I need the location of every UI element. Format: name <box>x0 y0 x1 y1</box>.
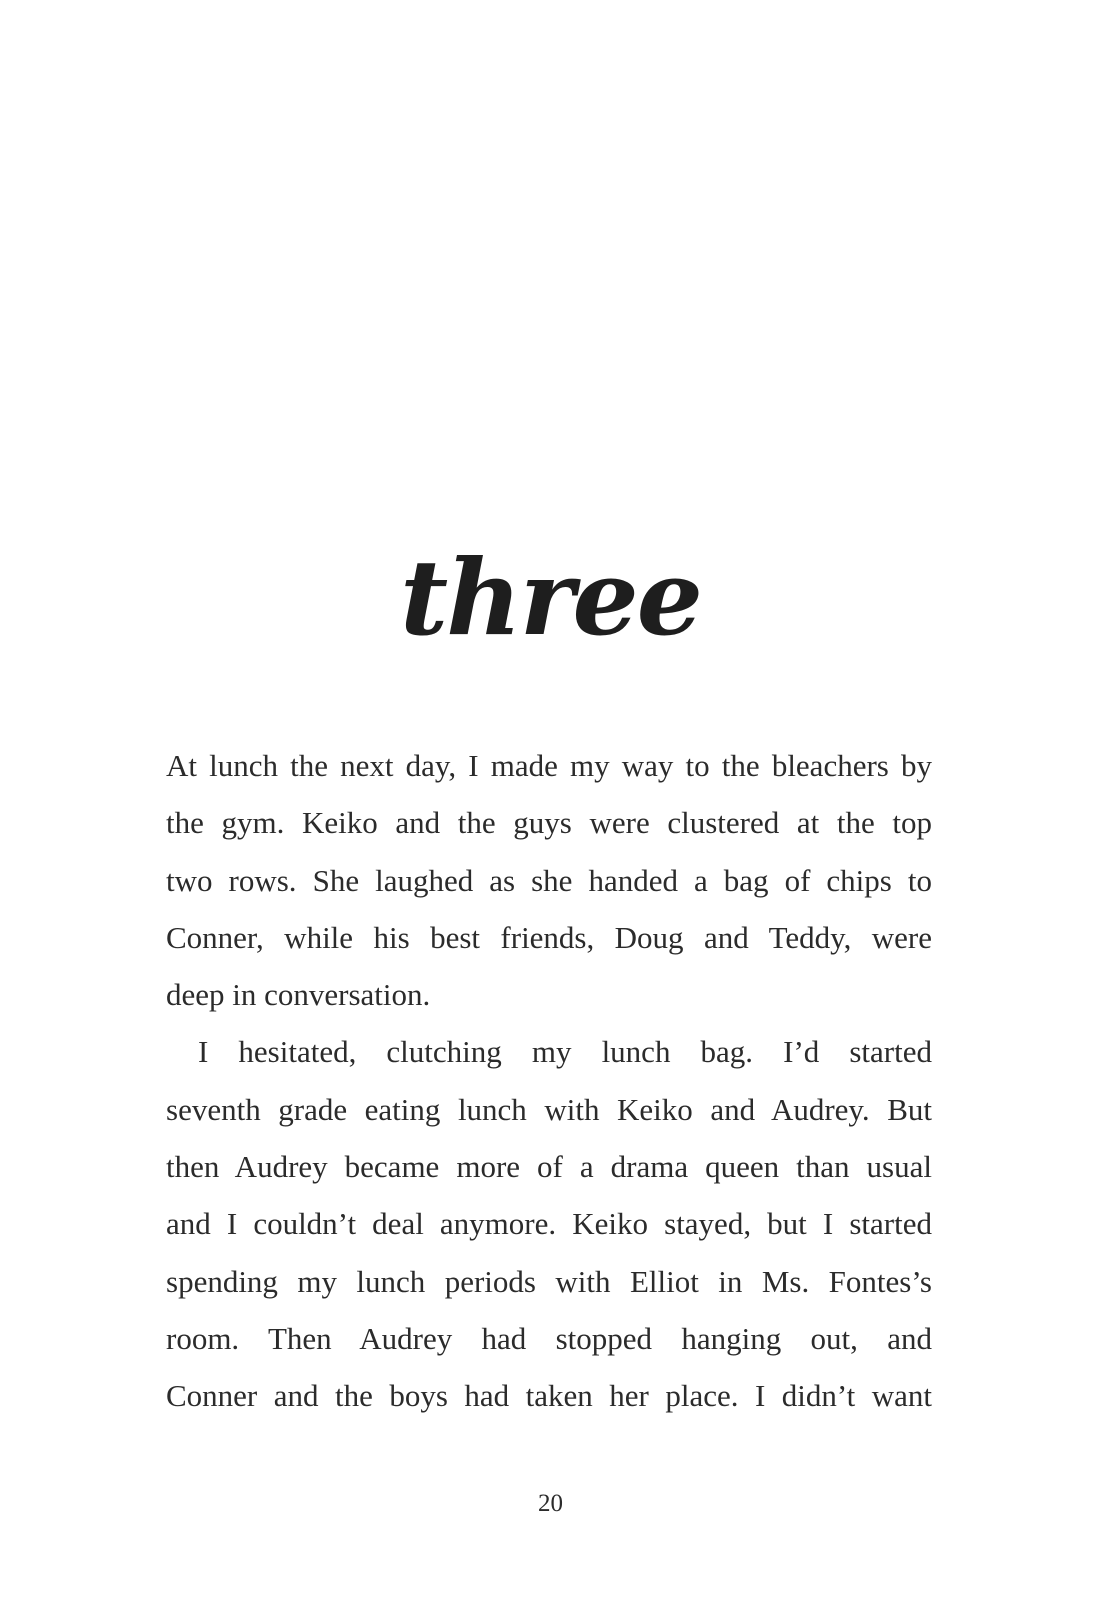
text-line: two rows. She laughed as she handed a bag of chips to <box>166 862 932 898</box>
text-line: then Audrey became more of a drama queen than usual <box>166 1149 932 1185</box>
text-line: Conner, while his best friends, Doug and Teddy, were <box>166 919 932 955</box>
text-line: the gym. Keiko and the guys were clustered at the top <box>166 805 932 841</box>
text-line: I hesitated, clutching my lunch bag. I’d started <box>198 1034 932 1070</box>
text-line: room. Then Audrey had stopped hanging out, and <box>166 1320 932 1356</box>
chapter-title: three <box>400 536 701 659</box>
text-line: seventh grade eating lunch with Keiko and Audrey. But <box>166 1091 932 1127</box>
text-line: and I couldn’t deal anymore. Keiko stayed, but I started <box>166 1206 932 1242</box>
text-line: At lunch the next day, I made my way to the bleachers by <box>166 748 932 783</box>
text-line: Conner and the boys had taken her place. I didn’t want <box>166 1378 932 1414</box>
page-number: 20 <box>538 1490 563 1517</box>
text-line: spending my lunch periods with Elliot in Ms. Fontes’s <box>166 1263 932 1299</box>
body-text <box>166 737 932 1425</box>
text-line: deep in conversation. <box>166 977 431 1013</box>
